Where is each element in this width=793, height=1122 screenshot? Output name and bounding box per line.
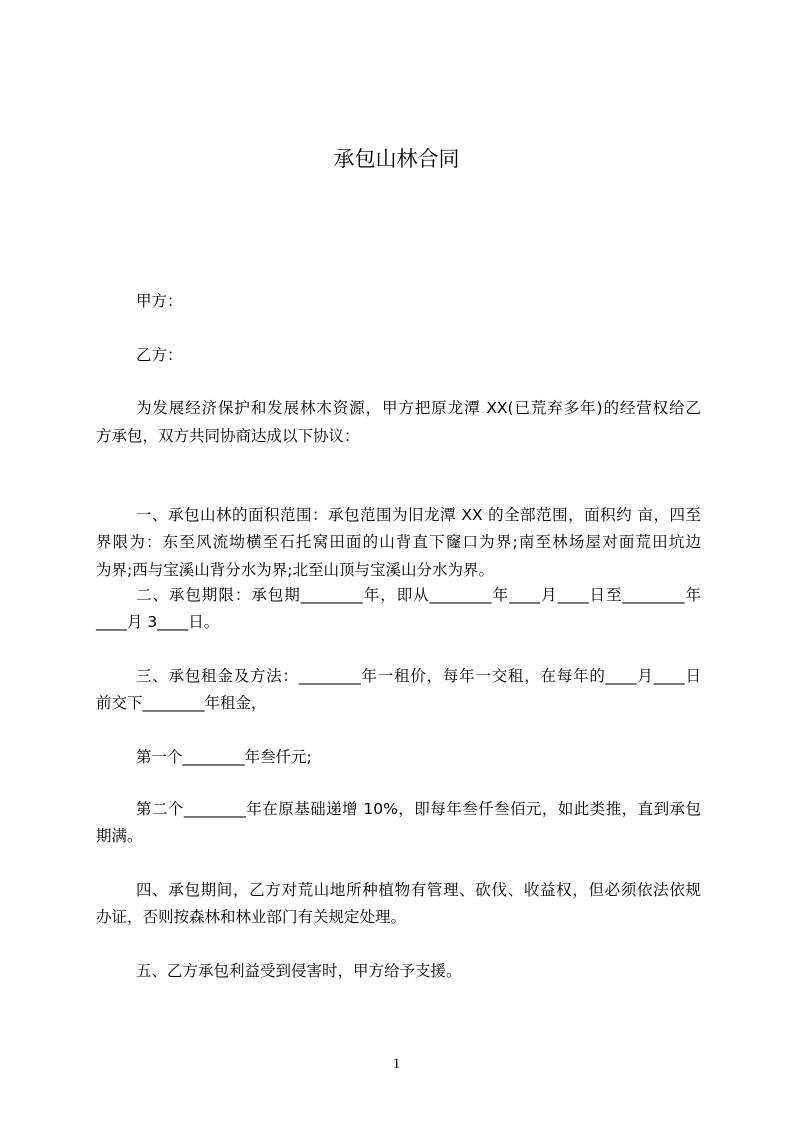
page-number: 1 [392, 1056, 401, 1072]
document-title: 承包山林合同 [333, 147, 460, 171]
paragraph-line: 四、承包期间，乙方对荒山地所种植物有管理、砍伐、收益权，但必须依法依规 [136, 881, 701, 899]
clause-5-support: 五、乙方承包利益受到侵害时，甲方给予支援。 [136, 962, 462, 980]
paragraph-line: 期满。 [96, 827, 143, 845]
paragraph-line: 三、承包租金及方法：________年一租价，每年一交租，在每年的____月____日 [136, 667, 701, 685]
paragraph-line: 办证，否则按森林和林业部门有关规定处理。 [96, 908, 407, 926]
paragraph-line: ____月 3____日。 [96, 613, 220, 631]
paragraph-line: 前交下________年租金， [96, 694, 267, 712]
paragraph-line: 第二个________年在原基础递增 10%，即每年叁仟叁佰元，如此类推，直到承包 [136, 800, 701, 818]
rent-first-year: 第一个________年叁仟元; [136, 748, 312, 766]
paragraph-line: 为界;西与宝溪山背分水为界;北至山顶与宝溪山分水为界。 [96, 561, 494, 579]
paragraph-line: 一、承包山林的面积范围：承包范围为旧龙潭 XX 的全部范围，面积约 亩，四至 [136, 506, 701, 524]
party-a-label: 甲方： [136, 292, 183, 310]
paragraph-line: 为发展经济保护和发展林木资源，甲方把原龙潭 XX(已荒弃多年)的经营权给乙 [136, 399, 701, 417]
paragraph-line: 界限为：东至风流坳横至石托窝田面的山背直下窿口为界;南至林场屋对面荒田坑边 [96, 533, 701, 551]
party-b-label: 乙方： [136, 346, 183, 364]
paragraph-line: 方承包，双方共同协商达成以下协议： [96, 427, 360, 445]
paragraph-line: 二、承包期限：承包期________年，即从________年____月____日至________年 [136, 586, 701, 604]
